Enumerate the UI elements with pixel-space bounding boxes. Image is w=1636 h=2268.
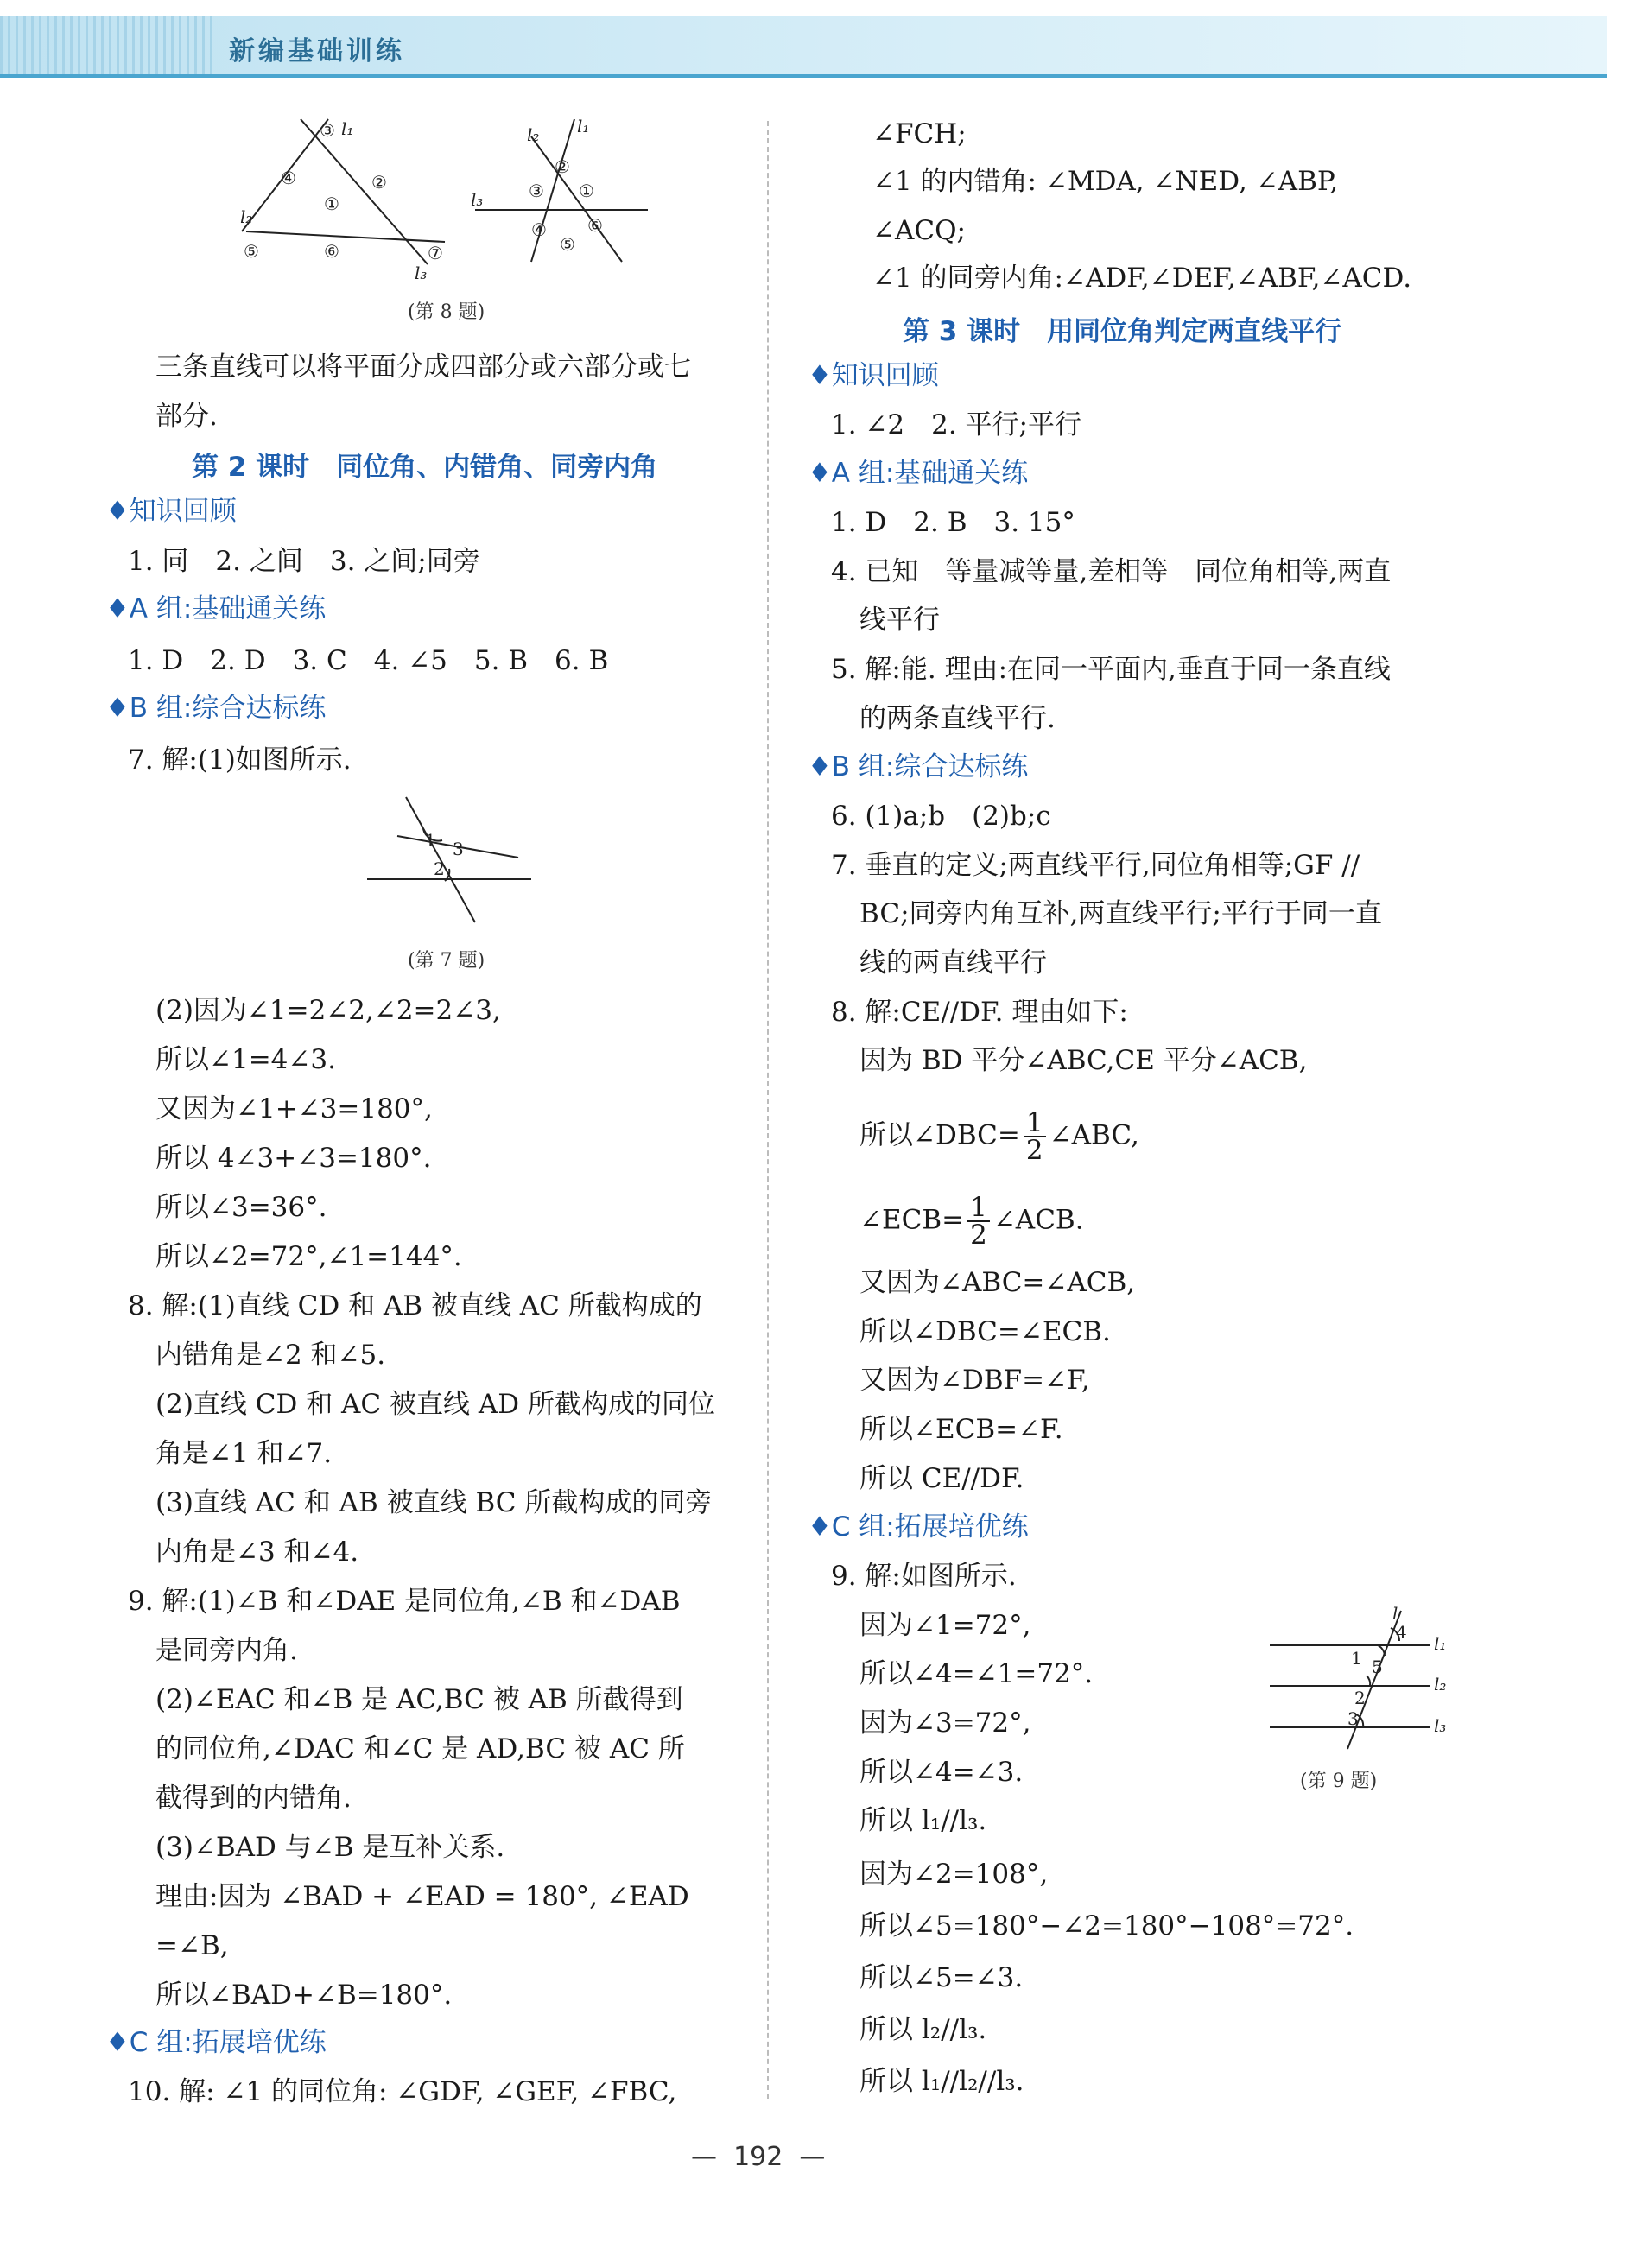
q5-line: 5. 解:能. 理由:在同一平面内,垂直于同一条直线 bbox=[831, 654, 1391, 685]
section-review-right: ♦知识回顾 bbox=[808, 360, 939, 391]
fig8b-label-1: ① bbox=[579, 181, 594, 201]
section-b-right-label: B 组:综合达标练 bbox=[831, 751, 1029, 782]
section-b-left-label: B 组:综合达标练 bbox=[129, 693, 327, 724]
section-c-right-label: C 组:拓展培优练 bbox=[831, 1511, 1029, 1543]
fig7-angle-3: 3 bbox=[453, 839, 464, 859]
fig8b-l1: l₁ bbox=[577, 116, 590, 136]
q9r-line: 所以∠4=∠1=72°. bbox=[859, 1658, 1094, 1689]
fig8a-label-7: ⑦ bbox=[428, 243, 443, 263]
lesson-2-title: 第 2 课时 同位角、内错角、同旁内角 bbox=[192, 452, 658, 483]
fig8b-label-2: ② bbox=[555, 156, 570, 177]
a-answers-left: 1. D 2. D 3. C 4. ∠5 5. B 6. B bbox=[128, 645, 609, 676]
fig7-angle-2: 2 bbox=[434, 858, 445, 879]
q10-cont-line: ∠ACQ; bbox=[872, 215, 966, 246]
q9-line: 理由:因为 ∠BAD + ∠EAD = 180°, ∠EAD bbox=[155, 1881, 689, 1912]
fraction-dbc-pre: 所以∠DBC= bbox=[859, 1119, 1020, 1151]
q9-line: 所以∠BAD+∠B=180°. bbox=[155, 1980, 453, 2011]
fraction-denominator: 2 bbox=[970, 1220, 987, 1251]
q8r-rest-line: 所以∠DBC=∠ECB. bbox=[859, 1316, 1111, 1347]
q9r-line: 所以∠5=∠3. bbox=[859, 1962, 1024, 1993]
q7-line: 所以∠3=36°. bbox=[155, 1192, 327, 1223]
q4-line: 线平行 bbox=[859, 605, 940, 636]
q10-cont-line: ∠1 的内错角: ∠MDA, ∠NED, ∠ABP, bbox=[872, 166, 1339, 197]
q9r-line: 因为∠1=72°, bbox=[859, 1610, 1031, 1641]
q9r-line: 所以∠4=∠3. bbox=[859, 1757, 1024, 1788]
fig8a-l2: l₂ bbox=[240, 206, 253, 227]
q8-line: (2)直线 CD 和 AC 被直线 AD 所截构成的同位 bbox=[155, 1389, 715, 1420]
q9r-head: 9. 解:如图所示. bbox=[831, 1561, 1017, 1592]
q9r-line: 所以∠5=180°−∠2=180°−108°=72°. bbox=[859, 1910, 1354, 1942]
q8r-rest-line: 所以∠ECB=∠F. bbox=[859, 1414, 1063, 1445]
q7r-line: 线的两直线平行 bbox=[859, 947, 1047, 979]
section-a-right-label: A 组:基础通关练 bbox=[831, 458, 1029, 489]
q8r-rest-line: 又因为∠ABC=∠ACB, bbox=[859, 1267, 1136, 1298]
q10-line: 10. 解: ∠1 的同位角: ∠GDF, ∠GEF, ∠FBC, bbox=[128, 2076, 677, 2107]
figure-8 bbox=[233, 111, 682, 292]
column-divider bbox=[767, 121, 769, 2099]
header-title: 新编基础训练 bbox=[229, 36, 405, 67]
q8-line: 8. 解:(1)直线 CD 和 AB 被直线 AC 所截构成的 bbox=[128, 1290, 702, 1321]
q8r-rest-line: 所以 CE//DF. bbox=[859, 1463, 1024, 1494]
fig8b-label-5: ⑤ bbox=[560, 234, 575, 255]
q8-line: 内错角是∠2 和∠5. bbox=[155, 1340, 386, 1371]
fig8a-l1: l₁ bbox=[341, 118, 354, 139]
q10-cont-line: ∠FCH; bbox=[872, 118, 967, 149]
section-review-right-label: 知识回顾 bbox=[831, 360, 939, 391]
fig9-angle-5: 5 bbox=[1372, 1657, 1383, 1677]
q9-line: (3)∠BAD 与∠B 是互补关系. bbox=[155, 1832, 505, 1863]
review-answers-left: 1. 同 2. 之间 3. 之间;同旁 bbox=[128, 546, 480, 577]
fig9-l: l bbox=[1392, 1603, 1398, 1624]
fraction-dbc-post: ∠ABC, bbox=[1049, 1119, 1139, 1151]
figure-7 bbox=[363, 793, 536, 927]
fig8a-label-2: ② bbox=[371, 172, 387, 193]
q7-line: (2)因为∠1=2∠2,∠2=2∠3, bbox=[155, 995, 501, 1026]
q8r-line: 因为 BD 平分∠ABC,CE 平分∠ACB, bbox=[859, 1045, 1308, 1076]
lesson-3-title: 第 3 课时 用同位角判定两直线平行 bbox=[903, 316, 1342, 347]
fig9-angle-2: 2 bbox=[1354, 1688, 1366, 1708]
q7-line: 所以 4∠3+∠3=180°. bbox=[155, 1143, 432, 1174]
q7-head: 7. 解:(1)如图所示. bbox=[128, 744, 352, 776]
fig8b-label-6: ⑥ bbox=[587, 215, 603, 236]
q8r-rest-line: 又因为∠DBF=∠F, bbox=[859, 1365, 1090, 1396]
fraction-half bbox=[967, 1192, 990, 1251]
q9r-line: 所以 l₂//l₃. bbox=[859, 2014, 987, 2045]
section-c-left-label: C 组:拓展培优练 bbox=[129, 2027, 327, 2058]
fraction-numerator: 1 bbox=[967, 1194, 990, 1222]
section-review-left-label: 知识回顾 bbox=[129, 496, 237, 527]
q8-line: 内角是∠3 和∠4. bbox=[155, 1536, 359, 1568]
q6-line: 6. (1)a;b (2)b;c bbox=[831, 801, 1051, 832]
page-number-value: 192 bbox=[733, 2142, 783, 2172]
q4-line: 4. 已知 等量减等量,差相等 同位角相等,两直 bbox=[831, 556, 1392, 587]
q9-line: =∠B, bbox=[155, 1930, 229, 1961]
fig8a-label-1: ① bbox=[324, 193, 339, 214]
fig8a-l3: l₃ bbox=[415, 263, 428, 283]
q5-line: 的两条直线平行. bbox=[859, 703, 1056, 734]
fig8a-label-4: ④ bbox=[281, 168, 296, 188]
fig7-angle-1: 1 bbox=[425, 830, 436, 851]
q9-line: 9. 解:(1)∠B 和∠DAE 是同位角,∠B 和∠DAB bbox=[128, 1586, 681, 1617]
fig8a-label-5: ⑤ bbox=[244, 241, 259, 262]
q7-line: 又因为∠1+∠3=180°, bbox=[155, 1093, 433, 1124]
fig9-l3: l₃ bbox=[1434, 1715, 1447, 1736]
q9-line: 截得到的内错角. bbox=[155, 1783, 352, 1814]
q8-conclusion-line: 三条直线可以将平面分成四部分或六部分或七 bbox=[155, 352, 691, 383]
q7-line: 所以∠1=4∠3. bbox=[155, 1044, 336, 1075]
fig8a-label-6: ⑥ bbox=[324, 241, 339, 262]
fig8a-label-3: ③ bbox=[320, 120, 335, 141]
fig9-angle-3: 3 bbox=[1347, 1708, 1359, 1729]
fig9-l2: l₂ bbox=[1434, 1674, 1447, 1695]
q8-line: 角是∠1 和∠7. bbox=[155, 1438, 333, 1469]
section-a-right: ♦A 组:基础通关练 bbox=[808, 458, 1029, 489]
section-b-right: ♦B 组:综合达标练 bbox=[808, 751, 1029, 782]
q9r-line: 因为∠3=72°, bbox=[859, 1707, 1031, 1739]
page-number: — 192 — bbox=[691, 2142, 826, 2172]
fig8b-label-3: ③ bbox=[529, 181, 544, 201]
q8-conclusion-line: 部分. bbox=[155, 401, 218, 432]
fraction-dbc bbox=[859, 1107, 1139, 1166]
fraction-ecb bbox=[859, 1192, 1084, 1251]
section-b-left: ♦B 组:综合达标练 bbox=[105, 693, 327, 724]
fraction-denominator: 2 bbox=[1025, 1135, 1043, 1166]
figure-9 bbox=[1261, 1602, 1460, 1753]
q9-line: (2)∠EAC 和∠B 是 AC,BC 被 AB 所截得到 bbox=[155, 1684, 683, 1715]
fig9-angle-4: 4 bbox=[1396, 1622, 1407, 1643]
fig9-l1: l₁ bbox=[1434, 1633, 1447, 1654]
q9r-line: 因为∠2=108°, bbox=[859, 1859, 1049, 1890]
q7-line: 所以∠2=72°,∠1=144°. bbox=[155, 1241, 462, 1272]
figure-8-caption: (第 8 题) bbox=[408, 301, 485, 323]
review-answers-right: 1. ∠2 2. 平行;平行 bbox=[831, 409, 1082, 440]
fig8b-l3: l₃ bbox=[471, 189, 484, 210]
q9r-line: 所以 l₁//l₃. bbox=[859, 1805, 987, 1836]
section-a-left-label: A 组:基础通关练 bbox=[129, 593, 327, 624]
q8r-line: 8. 解:CE//DF. 理由如下: bbox=[831, 997, 1128, 1028]
a-answers-right: 1. D 2. B 3. 15° bbox=[831, 507, 1075, 538]
q9-line: 是同旁内角. bbox=[155, 1635, 298, 1666]
fraction-half bbox=[1024, 1107, 1046, 1166]
q7r-line: BC;同旁内角互补,两直线平行;平行于同一直 bbox=[859, 898, 1382, 929]
q9r-line: 所以 l₁//l₂//l₃. bbox=[859, 2066, 1024, 2097]
page-header bbox=[0, 16, 1607, 78]
fraction-ecb-post: ∠ACB. bbox=[992, 1204, 1084, 1236]
fraction-ecb-pre: ∠ECB= bbox=[859, 1204, 965, 1236]
fig9-angle-1: 1 bbox=[1351, 1648, 1362, 1669]
fraction-numerator: 1 bbox=[1024, 1110, 1046, 1137]
section-c-left: ♦C 组:拓展培优练 bbox=[105, 2027, 327, 2058]
section-review-left: ♦知识回顾 bbox=[105, 496, 237, 527]
q9-line: 的同位角,∠DAC 和∠C 是 AD,BC 被 AC 所 bbox=[155, 1733, 685, 1764]
figure-9-caption: (第 9 题) bbox=[1300, 1771, 1378, 1792]
header-stripes bbox=[0, 16, 216, 74]
fig8b-label-4: ④ bbox=[531, 219, 547, 240]
fig8b-l2: l₂ bbox=[527, 124, 540, 145]
figure-7-caption: (第 7 题) bbox=[408, 950, 485, 972]
q7r-line: 7. 垂直的定义;两直线平行,同位角相等;GF // bbox=[831, 850, 1360, 881]
section-c-right: ♦C 组:拓展培优练 bbox=[808, 1511, 1029, 1543]
section-a-left: ♦A 组:基础通关练 bbox=[105, 593, 327, 624]
q10-cont-line: ∠1 的同旁内角:∠ADF,∠DEF,∠ABF,∠ACD. bbox=[872, 263, 1412, 294]
q8-line: (3)直线 AC 和 AB 被直线 BC 所截构成的同旁 bbox=[155, 1487, 713, 1518]
